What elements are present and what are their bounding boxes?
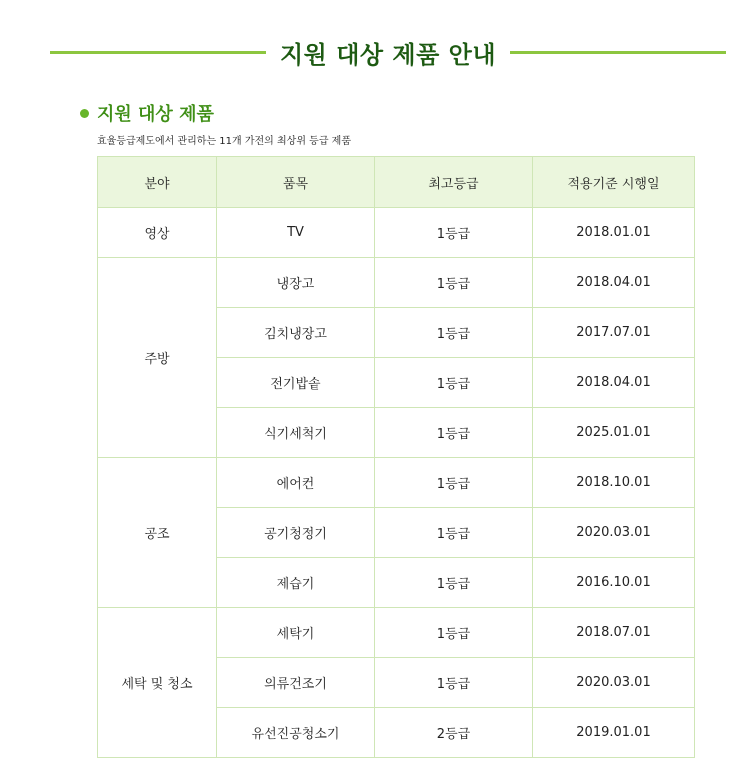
grade-cell: 1등급 [375, 608, 533, 658]
page-banner [50, 30, 726, 74]
product-cell: 세탁기 [217, 608, 375, 658]
banner-right-line [510, 51, 726, 54]
date-cell: 2018.01.01 [533, 208, 695, 258]
date-cell: 2020.03.01 [533, 508, 695, 558]
date-cell: 2018.10.01 [533, 458, 695, 508]
date-cell: 2016.10.01 [533, 558, 695, 608]
product-cell: 김치냉장고 [217, 308, 375, 358]
grade-cell: 1등급 [375, 658, 533, 708]
banner-left-line [50, 51, 266, 54]
product-cell: 식기세척기 [217, 408, 375, 458]
section-title: 지원 대상 제품 [97, 104, 214, 125]
grade-cell: 1등급 [375, 508, 533, 558]
header-grade: 최고등급 [375, 157, 533, 208]
product-cell: 전기밥솥 [217, 358, 375, 408]
bullet-dot-icon [80, 109, 89, 118]
product-cell: 유선진공청소기 [217, 708, 375, 758]
section-heading [80, 100, 214, 126]
table-row [98, 608, 695, 658]
table-row [98, 458, 695, 508]
grade-cell: 1등급 [375, 358, 533, 408]
grade-cell: 2등급 [375, 708, 533, 758]
header-product: 품목 [217, 157, 375, 208]
grade-cell: 1등급 [375, 458, 533, 508]
category-cell: 주방 [98, 258, 217, 458]
date-cell: 2018.04.01 [533, 258, 695, 308]
date-cell: 2017.07.01 [533, 308, 695, 358]
product-cell: 냉장고 [217, 258, 375, 308]
product-cell: TV [217, 208, 375, 258]
table-row [98, 258, 695, 308]
table-row [98, 208, 695, 258]
header-date: 적용기준 시행일 [533, 157, 695, 208]
header-category: 분야 [98, 157, 217, 208]
date-cell: 2020.03.01 [533, 658, 695, 708]
category-cell: 영상 [98, 208, 217, 258]
product-cell: 제습기 [217, 558, 375, 608]
grade-cell: 1등급 [375, 308, 533, 358]
grade-cell: 1등급 [375, 258, 533, 308]
product-cell: 의류건조기 [217, 658, 375, 708]
grade-cell: 1등급 [375, 408, 533, 458]
date-cell: 2019.01.01 [533, 708, 695, 758]
category-cell: 공조 [98, 458, 217, 608]
table-header-row [98, 157, 695, 208]
category-cell: 세탁 및 청소 [98, 608, 217, 758]
product-cell: 공기청정기 [217, 508, 375, 558]
date-cell: 2018.07.01 [533, 608, 695, 658]
section-description: 효율등급제도에서 관리하는 11개 가전의 최상위 등급 제품 [97, 136, 351, 147]
date-cell: 2018.04.01 [533, 358, 695, 408]
product-cell: 에어컨 [217, 458, 375, 508]
support-products-table [97, 156, 695, 758]
grade-cell: 1등급 [375, 208, 533, 258]
date-cell: 2025.01.01 [533, 408, 695, 458]
page-title: 지원 대상 제품 안내 [279, 40, 497, 69]
grade-cell: 1등급 [375, 558, 533, 608]
